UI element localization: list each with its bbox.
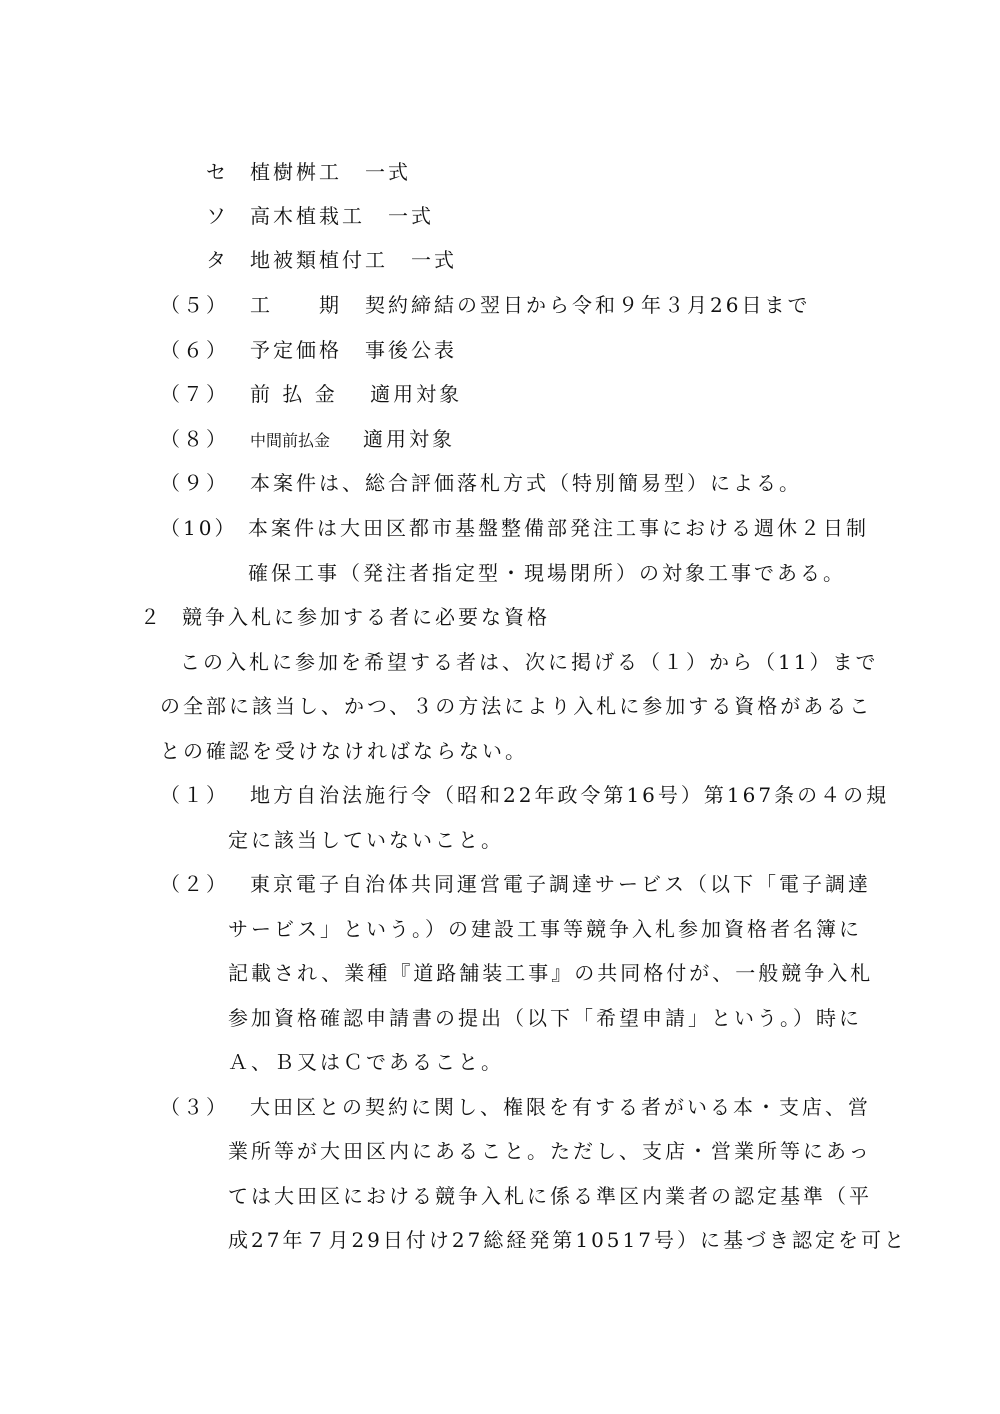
clause-text: 適用対象 [340,427,455,451]
clause-number: （８） [160,427,229,451]
section-heading [140,605,550,629]
clause-text: 予定価格 事後公表 [250,338,457,362]
condition-text-line: サービス」という。）の建設工事等競争入札参加資格者名簿に [228,917,862,941]
clause-text-line: 本案件は大田区都市基盤整備部発注工事における週休２日制 [248,516,869,540]
item-marker: セ [206,160,229,184]
section-title: 競争入札に参加する者に必要な資格 [182,605,550,629]
condition-text-line: 東京電子自治体共同運営電子調達サービス（以下「電子調達 [250,872,871,896]
section-number: ２ [140,605,163,629]
clause-text: 本案件は、総合評価落札方式（特別簡易型）による。 [250,471,802,495]
item-marker: ソ [206,204,229,228]
clause-6 [160,338,457,362]
item-se [206,160,411,184]
condition-text-line: 定に該当していないこと。 [228,828,504,852]
condition-text-line: 地方自治法施行令（昭和22年政令第16号）第167条の４の規 [250,783,890,807]
item-text: 地被類植付工 一式 [250,248,457,272]
item-marker: タ [206,248,229,272]
clause-number: （５） [160,293,229,317]
intro-line: この入札に参加を希望する者は、次に掲げる（１）から（11）まで [180,650,879,674]
condition-2 [160,872,871,896]
clause-7 [160,382,463,406]
clause-number: （６） [160,338,229,362]
clause-text: 工 期 契約締結の翌日から令和９年３月26日まで [250,293,811,317]
clause-number: （９） [160,471,229,495]
item-text: 高木植栽工 一式 [250,204,434,228]
clause-number: （７） [160,382,229,406]
condition-text-line: 記載され、業種『道路舗装工事』の共同格付が、一般競争入札 [228,961,874,985]
intro-line: との確認を受けなければならない。 [160,739,528,763]
item-so [206,204,434,228]
clause-10-cont: 確保工事（発注者指定型・現場閉所）の対象工事である。 [248,561,846,585]
item-text: 植樹桝工 一式 [250,160,411,184]
clause-text: 前 払 金 適用対象 [250,382,463,406]
intro-line: の全部に該当し、かつ、３の方法により入札に参加する資格があるこ [160,694,873,718]
condition-text-line: Ａ、Ｂ又はＣであること。 [228,1050,504,1074]
clause-label: 中間前払金 [250,431,331,450]
condition-number: （３） [160,1095,229,1119]
condition-text-line: 業所等が大田区内にあること。ただし、支店・営業所等にあっ [228,1139,872,1163]
condition-text-line: ては大田区における競争入札に係る準区内業者の認定基準（平 [228,1184,872,1208]
condition-number: （１） [160,783,229,807]
condition-text-line: 参加資格確認申請書の提出（以下「希望申請」という。）時に [228,1006,862,1030]
condition-3 [160,1095,871,1119]
clause-10 [160,516,869,540]
condition-number: （２） [160,872,229,896]
condition-text-line: 成27年７月29日付け27総経発第10517号）に基づき認定を可と [228,1228,907,1252]
clause-8 [160,427,455,451]
condition-1 [160,783,890,807]
clause-9 [160,471,802,495]
clause-number: （10） [160,516,238,540]
clause-5 [160,293,811,317]
condition-text-line: 大田区との契約に関し、権限を有する者がいる本・支店、営 [250,1095,871,1119]
item-ta [206,248,457,272]
